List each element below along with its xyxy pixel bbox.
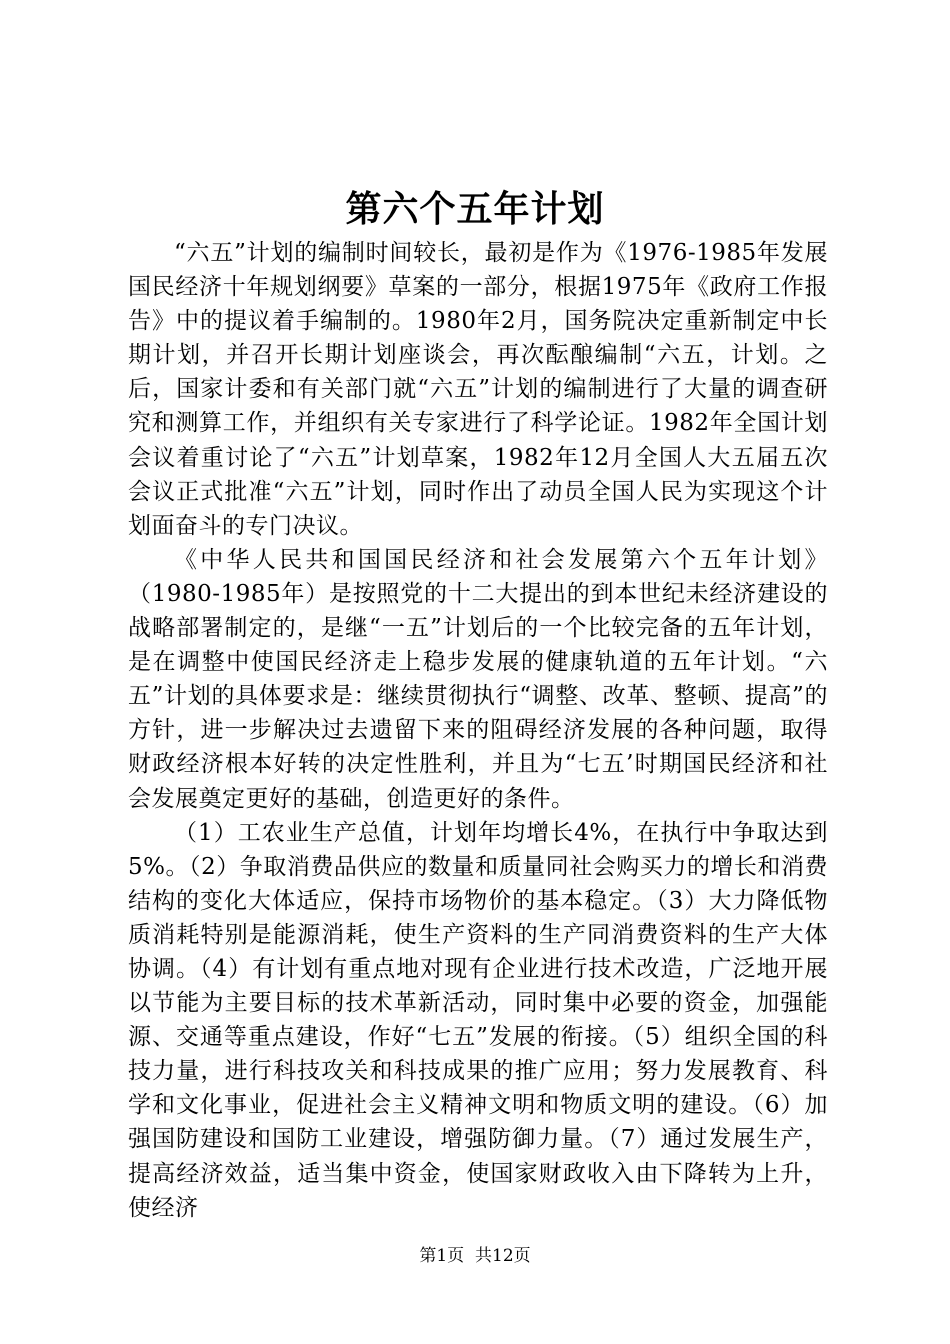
paragraph-1: “六五”计划的编制时间较长，最初是作为《1976-1985年发展国民经济十年规划纲要》草案的一部分，根据1975年《政府工作报告》中的提议着手编制的。1980年2月，国务院决定重新制定中长期计划，并召开长期计划座谈会，再次酝酿编制“六五，计划。之后，国家计委和有关部门就“六五”计划的编制进行了大量的调查研究和测算工作，并组织有关专家进行了科学论证。1982年全国计划会议着重讨论了“六五”计划草案，1982年12月全国人大五届五次会议正式批准“六五”计划，同时作出了动员全国人民为实现这个计划面奋斗的专门决议。: [128, 240, 828, 539]
footer-spacer: [464, 1246, 475, 1266]
page-footer: [0, 1244, 950, 1268]
page-number: 第1页: [419, 1246, 465, 1266]
total-pages: 共12页: [475, 1246, 531, 1266]
document-body: [128, 236, 828, 1225]
paragraph-3: （1）工农业生产总值，计划年均增长4%，在执行中争取达到5%。（2）争取消费品供应的数量和质量同社会购买力的增长和消费结构的变化大体适应，保持市场物价的基本稳定。（3）大力降低物质消耗特别是能源消耗，使生产资料的生产同消费资料的生产大体协调。（4）有计划有重点地对现有企业进行技术改造，广泛地开展以节能为主要目标的技术革新活动，同时集中必要的资金，加强能源、交通等重点建设，作好“七五”发展的衔接。（5）组织全国的科技力量，进行科技攻关和科技成果的推广应用；努力发展教育、科学和文化事业，促进社会主义精神文明和物质文明的建设。（6）加强国防建设和国防工业建设，增强防御力量。（7）通过发展生产，提高经济效益，适当集中资金，使国家财政收入由下降转为上升，使经济: [128, 819, 828, 1221]
paragraph-2: 《中华人民共和国国民经济和社会发展第六个五年计划》（1980-1985年）是按照党的十二大提出的到本世纪未经济建设的战略部署制定的，是继“一五”计划后的一个比较完备的五年计划，是在调整中使国民经济走上稳步发展的健康轨道的五年计划。“六五”计划的具体要求是：继续贯彻执行“调整、改革、整顿、提高”的方针，进一步解决过去遗留下来的阻碍经济发展的各种问题，取得财政经济根本好转的决定性胜利，并且为“七五’时期国民经济和社会发展奠定更好的基础，创造更好的条件。: [128, 546, 828, 812]
page-title: 第六个五年计划: [345, 188, 605, 230]
